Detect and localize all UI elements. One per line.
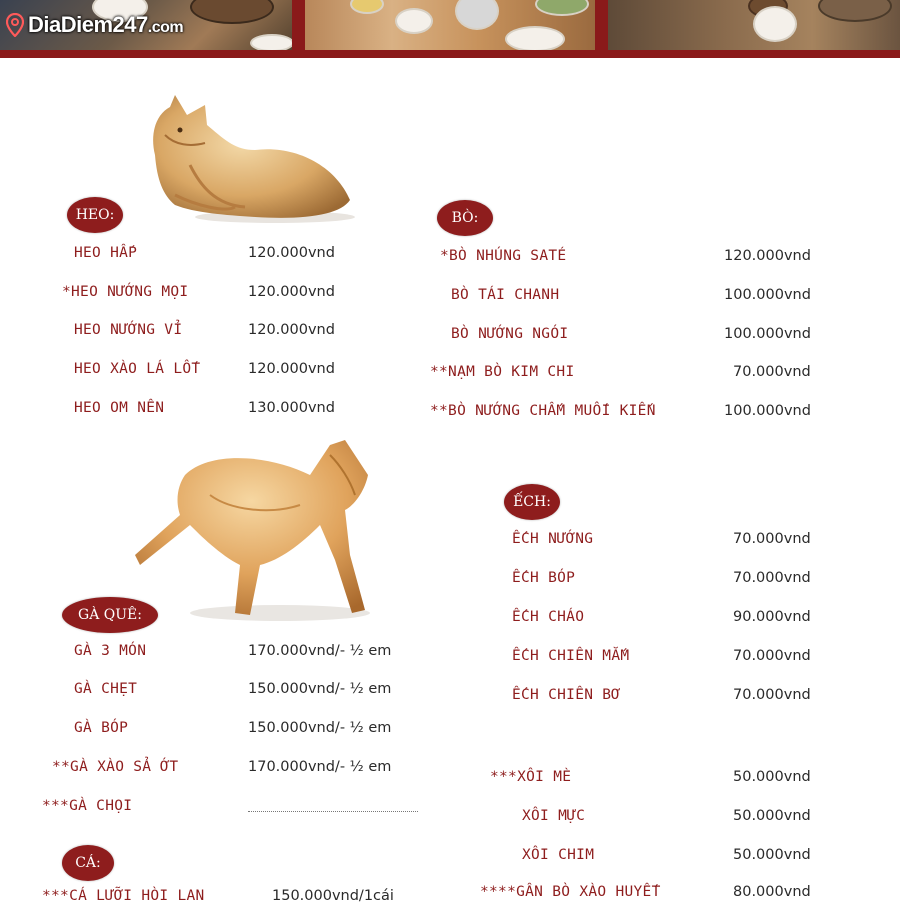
- list-item: [0, 403, 900, 425]
- item-name: HEO NƯỚNG VỈ: [74, 322, 183, 338]
- list-item: [0, 643, 450, 665]
- item-price: 150.000vnd/1cái: [272, 888, 394, 904]
- logo-text: DiaDiem247.com: [28, 12, 184, 37]
- item-name: ẾCH BÓP: [512, 570, 576, 586]
- item-price: 120.000vnd: [724, 248, 811, 264]
- food-photo-2: [305, 0, 595, 50]
- item-price: 100.000vnd: [724, 403, 811, 419]
- item-price: 70.000vnd: [733, 648, 811, 664]
- item-price: 70.000vnd: [733, 531, 811, 547]
- item-name: ***CÁ LƯỠI HÒI LAN: [42, 888, 205, 904]
- item-name: ****GÂN BÒ XÀO HUYẾT: [480, 884, 661, 900]
- heo-section-label: HEO:: [67, 197, 123, 233]
- list-item: [0, 531, 900, 553]
- item-name: ẾCH NƯỚNG: [512, 531, 594, 547]
- item-price: 170.000vnd/- ½ em: [248, 759, 392, 775]
- item-price: 120.000vnd: [248, 361, 335, 377]
- whole-chicken-image: [130, 435, 380, 625]
- item-price: 70.000vnd: [733, 687, 811, 703]
- item-price: 90.000vnd: [733, 609, 811, 625]
- list-item: [0, 326, 900, 348]
- item-name: BÒ NƯỚNG NGÓI: [451, 326, 569, 342]
- location-pin-icon: [6, 13, 24, 37]
- item-price: 170.000vnd/- ½ em: [248, 643, 392, 659]
- item-name: ẾCH CHIÊN BƠ: [512, 687, 621, 703]
- ga-section-label: GÀ QUÊ:: [62, 597, 158, 633]
- item-name: ẾCH CHIÊN MẮM: [512, 648, 630, 664]
- item-price: 50.000vnd: [733, 847, 811, 863]
- item-name: *HEO NƯỚNG MỌI: [62, 284, 189, 300]
- list-item: [0, 681, 450, 703]
- item-price: 70.000vnd: [733, 570, 811, 586]
- list-item: [0, 888, 450, 910]
- list-item: [0, 248, 900, 270]
- item-name: ẾCH CHÁO: [512, 609, 585, 625]
- item-name: XÔI MỰC: [522, 808, 586, 824]
- item-price: 50.000vnd: [733, 808, 811, 824]
- item-name: GÀ BÓP: [74, 720, 129, 736]
- ech-section-label: ẾCH:: [504, 484, 560, 520]
- item-name: **NẠM BÒ KIM CHI: [430, 364, 575, 380]
- item-name: HEO XÀO LÁ LỐT: [74, 361, 201, 377]
- item-price: 100.000vnd: [724, 287, 811, 303]
- item-price: 130.000vnd: [248, 400, 335, 416]
- list-item: [0, 769, 900, 791]
- item-name: **BÒ NƯỚNG CHẤM MUỐI KIẾN: [430, 403, 656, 419]
- item-price: 70.000vnd: [733, 364, 811, 380]
- list-item: [0, 720, 450, 742]
- item-price: 120.000vnd: [248, 322, 335, 338]
- item-name: ***GÀ CHỌI: [42, 798, 133, 814]
- item-name: HEO HẤP: [74, 245, 138, 261]
- item-price: 150.000vnd/- ½ em: [248, 720, 392, 736]
- list-item: [0, 287, 900, 309]
- item-name: BÒ TÁI CHANH: [451, 287, 560, 303]
- list-item: [0, 364, 900, 386]
- bo-section-label: BÒ:: [437, 200, 493, 236]
- roast-pig-image: [135, 95, 355, 225]
- list-item: [0, 570, 900, 592]
- item-price: 50.000vnd: [733, 769, 811, 785]
- site-logo[interactable]: [6, 12, 183, 38]
- item-price: 120.000vnd: [248, 245, 335, 261]
- item-name: XÔI CHIM: [522, 847, 595, 863]
- item-name: HEO OM NÊN: [74, 400, 165, 416]
- item-price: 80.000vnd: [733, 884, 811, 900]
- item-name: **GÀ XÀO SẢ ỚT: [52, 759, 179, 775]
- item-price: 120.000vnd: [248, 284, 335, 300]
- list-item: [0, 847, 900, 869]
- ca-section-label: CÁ:: [62, 845, 114, 881]
- item-price: 150.000vnd/- ½ em: [248, 681, 392, 697]
- item-name: *BÒ NHÚNG SATÉ: [440, 248, 567, 264]
- food-photo-3: [608, 0, 900, 50]
- header-banner: [0, 0, 900, 58]
- item-name: GÀ CHẸT: [74, 681, 138, 697]
- item-name: GÀ 3 MÓN: [74, 643, 147, 659]
- item-name: ***XÔI MÈ: [490, 769, 572, 785]
- item-price: 100.000vnd: [724, 326, 811, 342]
- list-item: [0, 808, 900, 830]
